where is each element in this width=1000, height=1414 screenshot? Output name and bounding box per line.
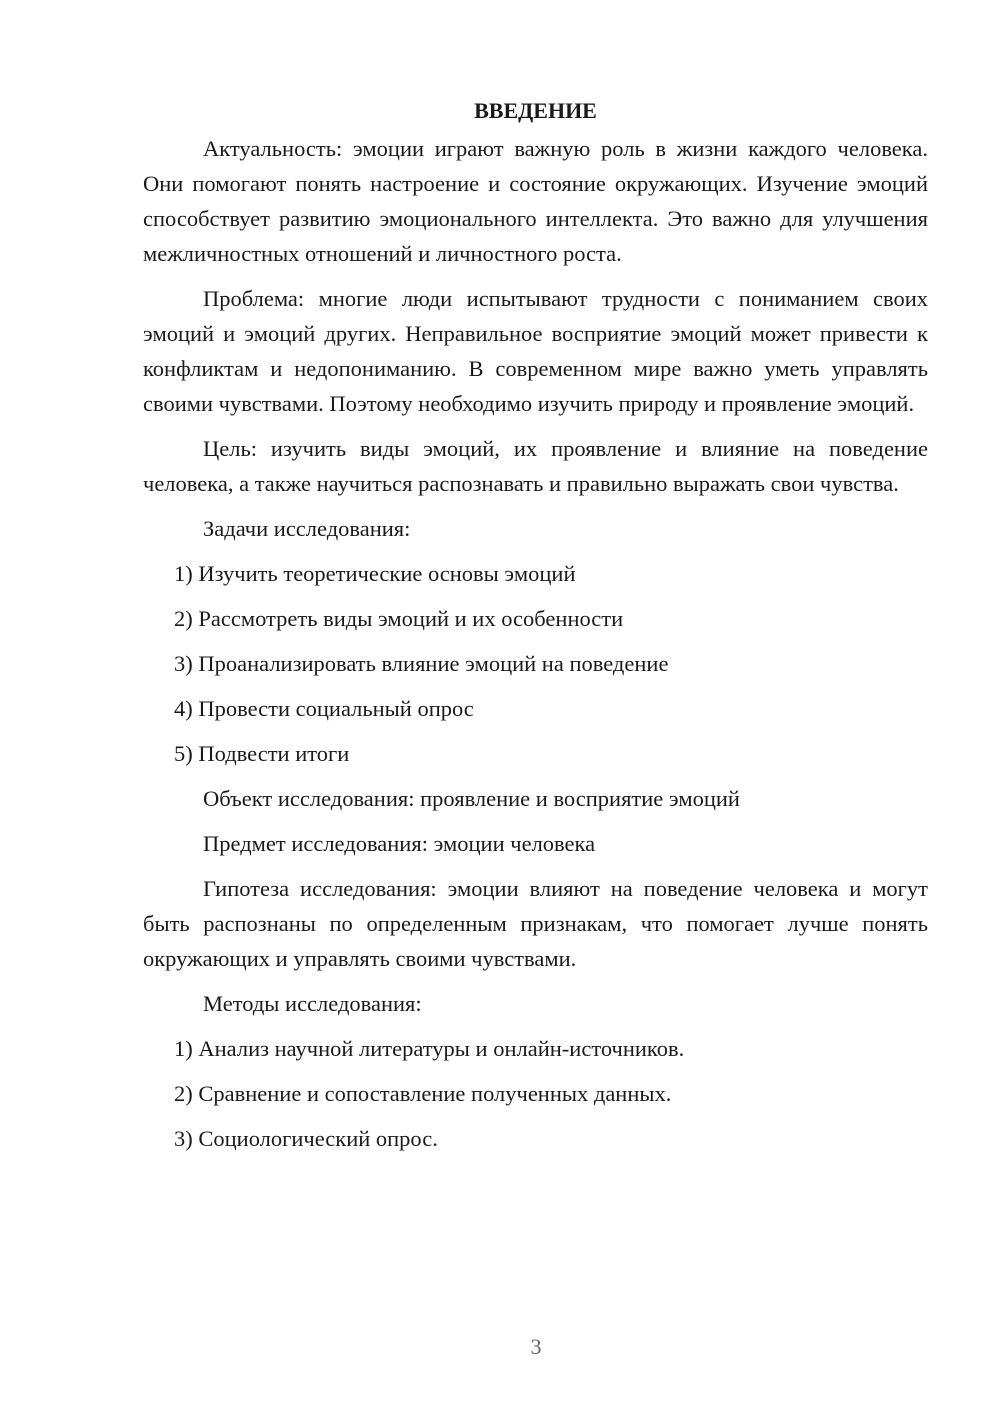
page-number: 3 xyxy=(530,1334,542,1359)
document-body xyxy=(143,96,928,1166)
list-item: 3) Социологический опрос. xyxy=(174,1126,438,1151)
tasks-list xyxy=(143,556,928,771)
list-item: 1) Изучить теоретические основы эмоций xyxy=(174,561,576,586)
hypothesis-paragraph: Гипотеза исследования: эмоции влияют на поведение человека и могут быть распознаны по определенным признакам, что помогает лучше понять окружающих и управлять своими чувствами. xyxy=(143,876,928,971)
list-item: 2) Рассмотреть виды эмоций и их особенности xyxy=(174,606,624,631)
methods-list xyxy=(143,1031,928,1156)
list-item: 5) Подвести итоги xyxy=(174,741,350,766)
methods-heading: Методы исследования: xyxy=(203,991,422,1016)
section-title: ВВЕДЕНИЕ xyxy=(474,98,597,123)
subject-line: Предмет исследования: эмоции человека xyxy=(203,831,596,856)
list-item: 1) Анализ научной литературы и онлайн-источников. xyxy=(174,1036,685,1061)
goal-paragraph: Цель: изучить виды эмоций, их проявление и влияние на поведение человека, а также научиться распознавать и правильно выражать свои чувства. xyxy=(143,436,928,496)
object-line: Объект исследования: проявление и восприятие эмоций xyxy=(203,786,740,811)
list-item: 2) Сравнение и сопоставление полученных данных. xyxy=(174,1081,672,1106)
relevance-paragraph: Актуальность: эмоции играют важную роль в жизни каждого человека. Они помогают понять настроение и состояние окружающих. Изучение эмоций способствует развитию эмоционального интеллекта. Это важно для улучшения межличностных отношений и личностного роста. xyxy=(143,136,928,266)
tasks-heading: Задачи исследования: xyxy=(203,516,411,541)
list-item: 3) Проанализировать влияние эмоций на поведение xyxy=(174,651,669,676)
list-item: 4) Провести социальный опрос xyxy=(174,696,474,721)
problem-paragraph: Проблема: многие люди испытывают трудности с пониманием своих эмоций и эмоций других. Неправильное восприятие эмоций может привести к конфликтам и недопониманию. В современном мире важно уметь управлять своими чувствами. Поэтому необходимо изучить природу и проявление эмоций. xyxy=(143,286,928,416)
